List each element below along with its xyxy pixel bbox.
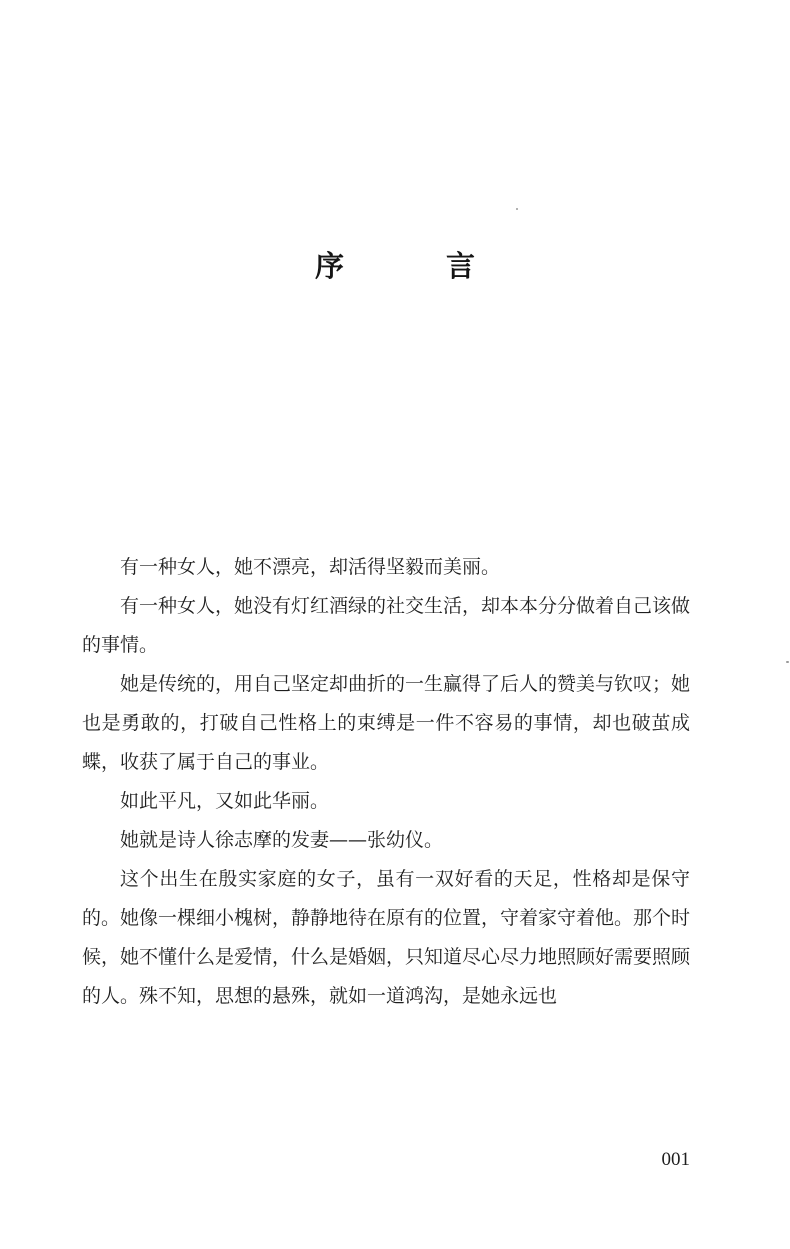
chapter-title: 序 言: [314, 249, 522, 283]
scan-speck: [786, 661, 789, 663]
paragraph: 她就是诗人徐志摩的发妻——张幼仪。: [120, 829, 444, 851]
paragraph: 有一种女人，她没有灯红酒绿的社交生活，却本本分分做着自己该做的事情。: [82, 595, 691, 656]
page-number: 001: [661, 1149, 690, 1170]
paragraph: 她是传统的，用自己坚定却曲折的一生赢得了后人的赞美与钦叹；她也是勇敢的，打破自己性格上的束缚是一件不容易的事情，却也破茧成蝶，收获了属于自己的事业。: [82, 673, 691, 773]
paragraph: 这个出生在殷实家庭的女子，虽有一双好看的天足，性格却是保守的。她像一棵细小槐树，静静地待在原有的位置，守着家守着他。那个时候，她不懂什么是爱情，什么是婚姻，只知道尽心尽力地照顾好需要照顾的人。殊不知，思想的悬殊，就如一道鸿沟，是她永远也: [82, 868, 691, 1007]
paragraph: 有一种女人，她不漂亮，却活得坚毅而美丽。: [120, 556, 501, 578]
paragraph: 如此平凡，又如此华丽。: [120, 790, 330, 812]
body-text: [82, 548, 690, 1016]
scan-speck: [516, 208, 518, 210]
